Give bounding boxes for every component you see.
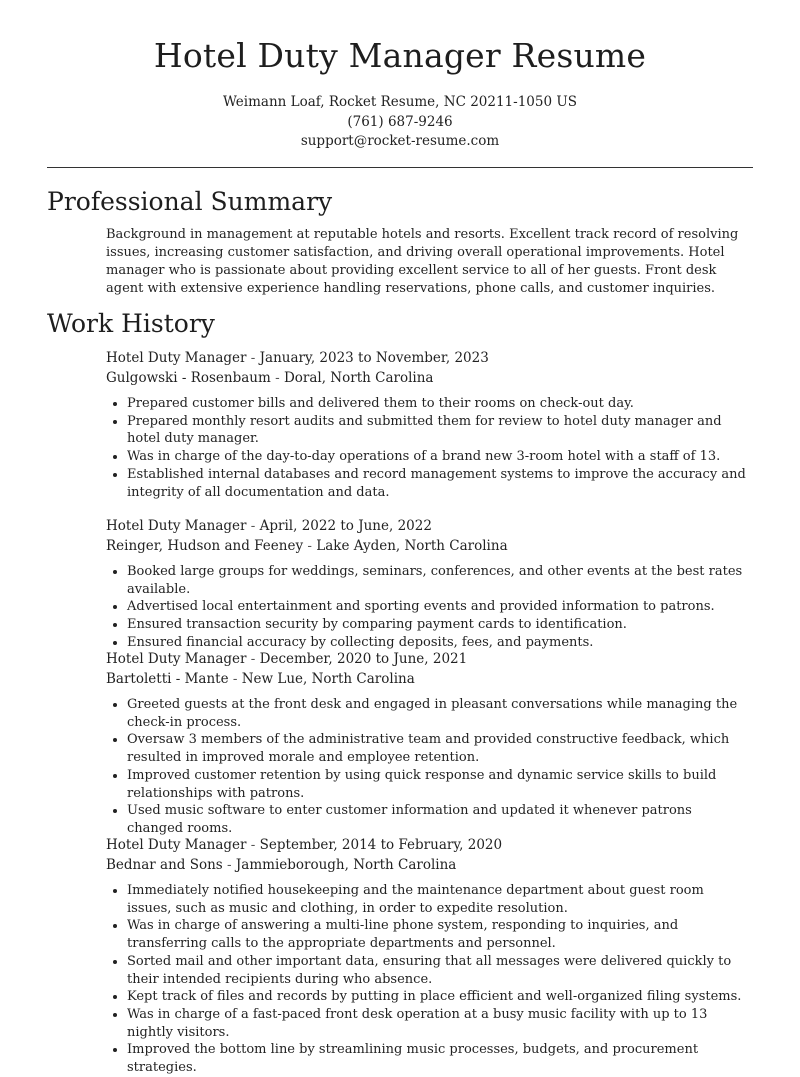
company-separator: - — [270, 370, 284, 386]
job-bullet: • Improved customer retention by using quick response and dynamic service skills to build relationships with patrons. — [127, 767, 746, 802]
title-separator: - — [246, 837, 260, 853]
job-company-line — [106, 669, 746, 689]
contact-phone: (761) 687-9246 — [347, 113, 453, 130]
job-bullet: • Oversaw 3 members of the administrative team and provided constructive feedback, which resulted in improved morale and employee retention. — [127, 731, 746, 766]
job-title: Hotel Duty Manager — [106, 651, 247, 667]
job-title-line — [106, 348, 746, 368]
job-company: Gulgowski - Rosenbaum — [106, 370, 271, 386]
job-entry — [106, 649, 746, 838]
job-dates: April, 2022 to June, 2022 — [259, 518, 432, 534]
job-bullet: • Ensured financial accuracy by collecting deposits, fees, and payments. — [127, 634, 746, 652]
job-dates: January, 2023 to November, 2023 — [259, 350, 489, 366]
job-bullet: • Sorted mail and other important data, ensuring that all messages were delivered quickly to their intended recipients during who absence. — [127, 953, 746, 988]
job-title: Hotel Duty Manager — [106, 350, 247, 366]
job-bullet: • Booked large groups for weddings, seminars, conferences, and other events at the best rates available. — [127, 563, 746, 598]
resume-title: Hotel Duty Manager Resume — [153, 36, 647, 75]
company-separator: - — [303, 538, 317, 554]
job-bullet: • Prepared customer bills and delivered them to their rooms on check-out day. — [127, 395, 746, 413]
job-bullet: • Greeted guests at the front desk and engaged in pleasant conversations while managing the check-in process. — [127, 696, 746, 731]
job-bullets — [106, 696, 746, 838]
job-company: Bednar and Sons — [106, 857, 223, 873]
job-bullet: • Established internal databases and record management systems to improve the accuracy and integrity of all documentation and data. — [127, 466, 746, 501]
job-company-line — [106, 855, 746, 875]
job-bullet: • Was in charge of the day-to-day operations of a brand new 3-room hotel with a staff of 13. — [127, 448, 746, 466]
company-separator: - — [222, 857, 236, 873]
job-dates: September, 2014 to February, 2020 — [259, 837, 503, 853]
contact-email: support@rocket-resume.com — [300, 133, 500, 149]
job-bullet: • Was in charge of answering a multi-line phone system, responding to inquiries, and transferring calls to the appropriate departments and personnel. — [127, 917, 746, 952]
job-company: Reinger, Hudson and Feeney — [106, 538, 304, 554]
job-title-line — [106, 649, 746, 669]
job-bullets — [106, 882, 746, 1077]
contact-address: Weimann Loaf, Rocket Resume, NC 20211-1050 US — [223, 94, 577, 110]
job-bullets — [106, 395, 746, 501]
job-title: Hotel Duty Manager — [106, 518, 247, 534]
job-entry — [106, 835, 746, 1077]
job-bullet: • Kept track of files and records by putting in place efficient and well-organized filing systems. — [127, 988, 746, 1006]
title-separator: - — [246, 651, 260, 667]
job-entry — [106, 516, 746, 652]
job-bullet: • Was in charge of a fast-paced front desk operation at a busy music facility with up to 13 nightly visitors. — [127, 1006, 746, 1041]
job-location: Doral, North Carolina — [283, 370, 434, 386]
job-dates: December, 2020 to June, 2021 — [259, 651, 468, 667]
job-bullet: • Advertised local entertainment and sporting events and provided information to patrons. — [127, 598, 746, 616]
title-separator: - — [246, 350, 260, 366]
header-divider — [47, 167, 753, 168]
job-bullet: • Used music software to enter customer information and updated it whenever patrons changed rooms. — [127, 802, 746, 837]
job-bullet: • Ensured transaction security by comparing payment cards to identification. — [127, 616, 746, 634]
job-bullets — [106, 563, 746, 652]
job-bullet: • Prepared monthly resort audits and submitted them for review to hotel duty manager and hotel duty manager. — [127, 413, 746, 448]
summary-heading: Professional Summary — [47, 187, 333, 216]
job-company-line — [106, 368, 746, 388]
job-entry — [106, 348, 746, 501]
job-location: Lake Ayden, North Carolina — [316, 538, 508, 554]
job-location: New Lue, North Carolina — [241, 671, 415, 687]
job-company: Bartoletti - Mante — [106, 671, 229, 687]
summary-text: Background in management at reputable hotels and resorts. Excellent track record of resolving issues, increasing customer satisfaction, and driving overall operational improvements. Hotel manager who is passionate about providing excellent service to all of her guests. Front desk agent with extensive experience handling reservations, phone calls, and customer inquiries. — [106, 227, 739, 296]
job-company-line — [106, 536, 746, 556]
job-bullet: • Improved the bottom line by streamlining music processes, budgets, and procurement strategies. — [127, 1041, 746, 1076]
job-location: Jammieborough, North Carolina — [235, 857, 457, 873]
contact-block — [0, 93, 800, 152]
work-history-heading: Work History — [47, 309, 215, 338]
job-title-line — [106, 516, 746, 536]
job-title: Hotel Duty Manager — [106, 837, 247, 853]
title-separator: - — [246, 518, 260, 534]
job-title-line — [106, 835, 746, 855]
job-bullet: • Immediately notified housekeeping and the maintenance department about guest room issues, such as music and clothing, in order to expedite resolution. — [127, 882, 746, 917]
company-separator: - — [228, 671, 242, 687]
